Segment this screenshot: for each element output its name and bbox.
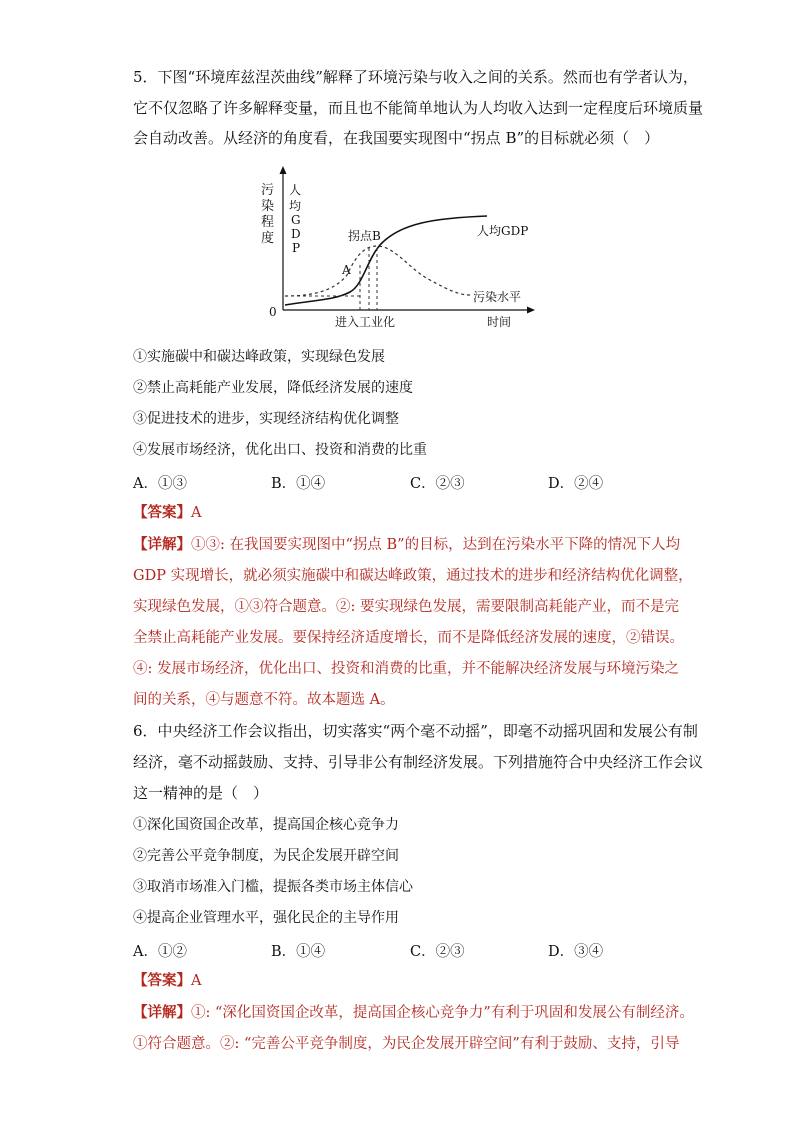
q6-option-3: ③取消市场准入门槛，提振各类市场主体信心 [133, 879, 413, 895]
q6-detail-text-1: ①: “深化国资国企改革，提高国企核心竞争力”有利于巩固和发展公有制经济。 [191, 1005, 694, 1021]
kuznets-curve-figure [255, 160, 545, 335]
q5-option-3: ③促进技术的进步，实现经济结构优化调整 [133, 411, 399, 427]
q5-detail-line-2: GDP 实现增长，就必须实施碳中和碳达峰政策，通过技术的进步和经济结构优化调整， [133, 568, 693, 584]
q5-detail-text-1: ①③: 在我国要实现图中“拐点 B”的目标，达到在污染水平下降的情况下人均 [191, 537, 681, 553]
q6-stem-line-3: 这一精神的是（ ） [133, 784, 269, 802]
q5-stem-line-2: 它不仅忽略了许多解释变量，而且也不能简单地认为人均收入达到一定程度后环境质量 [133, 99, 704, 117]
q6-choices [133, 940, 653, 960]
point-a-label: A [342, 263, 351, 277]
q6-stem-line-2: 经济，毫不动摇鼓励、支持、引导非公有制经济发展。下列措施符合中央经济工作会议 [133, 753, 704, 771]
q6-answer [133, 971, 201, 991]
q5-detail-line-4: 全禁止高耗能产业发展。要保持经济适度增长，而不是降低经济发展的速度，②错误。 [133, 630, 684, 646]
q6-answer-value: A [191, 973, 202, 989]
q5-detail-line-5: ④: 发展市场经济，优化出口、投资和消费的比重，并不能解决经济发展与环境污染之 [133, 661, 679, 677]
q5-option-4: ④发展市场经济，优化出口、投资和消费的比重 [133, 442, 427, 458]
q5-answer-value: A [191, 505, 202, 521]
q5-detail-line-3: 实现绿色发展，①③符合题意。②: 要实现绿色发展，需要限制高耗能产业，而不是完 [133, 599, 679, 615]
pollution-curve [285, 246, 470, 296]
point-b-label: 拐点B [348, 229, 381, 243]
q6-option-4: ④提高企业管理水平，强化民企的主导作用 [133, 910, 399, 926]
gdp-curve [285, 216, 487, 305]
q5-detail-line-6: 间的关系，④与题意不符。故本题选 A。 [133, 692, 395, 708]
q6-option-2: ②完善公平竞争制度，为民企发展开辟空间 [133, 848, 399, 864]
q6-stem-line-1: 6．中央经济工作会议指出，切实落实“两个毫不动摇”，即毫不动摇巩固和发展公有制 [133, 722, 698, 740]
q6-detail-line-1 [133, 1003, 694, 1023]
q6-detail-tag: 【详解】 [133, 1004, 191, 1021]
q6-answer-tag: 【答案】 [133, 972, 191, 989]
q5-stem-line-1: 5．下图“环境库兹涅茨曲线”解释了环境污染与收入之间的关系。然而也有学者认为， [133, 68, 698, 86]
y-axis-arrow [280, 166, 287, 174]
origin-label: 0 [269, 305, 277, 319]
q6-choice-d: D．③④ [548, 944, 604, 960]
q5-choice-d: D．②④ [548, 476, 604, 492]
q5-answer-tag: 【答案】 [133, 504, 191, 521]
xlabel-time: 时间 [487, 315, 512, 329]
q5-stem-line-3: 会自动改善。从经济的角度看，在我国要实现图中“拐点 B”的目标就必须（ ） [133, 129, 660, 147]
q6-choice-a: A．①② [133, 944, 187, 960]
q5-choice-b: B．①④ [271, 476, 326, 492]
q5-choice-c: C．②③ [410, 476, 465, 492]
q6-detail-line-2: ①符合题意。②: “完善公平竞争制度，为民企发展开辟空间”有利于鼓励、支持，引导 [133, 1036, 680, 1052]
ylabel-gdp: 人均 G D P [289, 183, 302, 255]
q5-option-2: ②禁止高耗能产业发展，降低经济发展的速度 [133, 380, 413, 396]
q5-detail-line-1 [133, 535, 680, 555]
gdp-curve-label: 人均GDP [477, 224, 529, 238]
q5-choice-a: A．①③ [133, 476, 187, 492]
q5-answer [133, 503, 201, 523]
pollution-curve-label: 污染水平 [473, 290, 522, 304]
xlabel-industrialization: 进入工业化 [335, 315, 396, 329]
ylabel-pollution: 污染程度 [261, 183, 275, 246]
q5-choices [133, 472, 653, 492]
q6-choice-c: C．②③ [410, 944, 465, 960]
q5-detail-tag: 【详解】 [133, 536, 191, 553]
q5-option-1: ①实施碳中和碳达峰政策，实现绿色发展 [133, 349, 385, 365]
q6-choice-b: B．①④ [271, 944, 326, 960]
q6-option-1: ①深化国资国企改革，提高国企核心竞争力 [133, 817, 399, 833]
x-axis-arrow [527, 307, 535, 314]
